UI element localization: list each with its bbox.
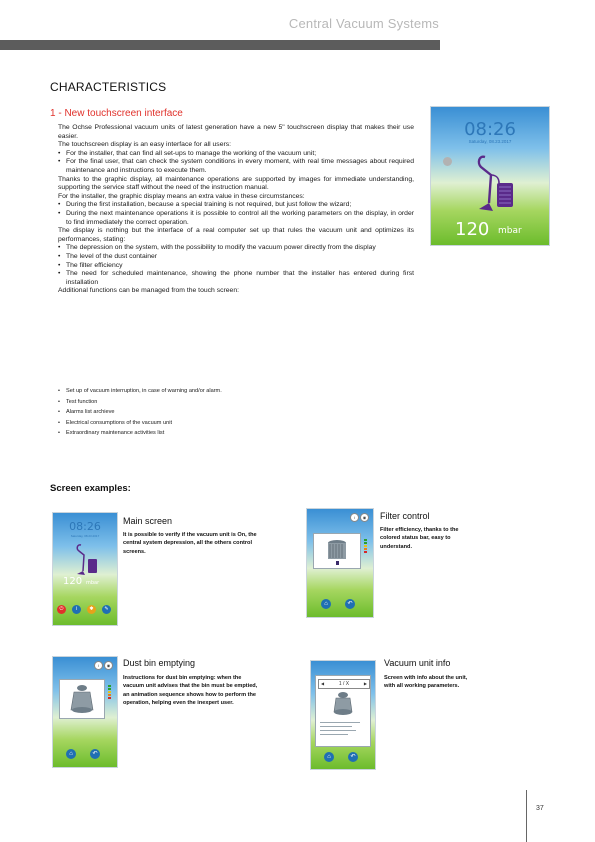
vacuum-unit: mbar: [498, 226, 522, 236]
list-item: • Set up of vacuum interruption, in case of warning and/or alarm.: [58, 386, 358, 397]
info-icon: i: [94, 661, 103, 670]
section-subtitle: 1 - New touchscreen interface: [50, 108, 183, 119]
list-item: • The depression on the system, with the possibility to modify the vacuum power directly from the display: [58, 244, 414, 253]
on-badge-icon: [443, 157, 452, 166]
back-button-icon: ↶: [90, 749, 100, 759]
filter-panel: [313, 533, 361, 569]
filter-title: Filter control: [380, 511, 430, 521]
list-item: • Alarms list archieve: [58, 407, 358, 418]
info-button-icon: i: [72, 605, 81, 614]
list-item: • Test function: [58, 397, 358, 408]
vacuum-unit-icon: [330, 690, 356, 718]
header-title: Central Vacuum Systems: [288, 16, 439, 31]
hero-screen-image: [430, 106, 550, 246]
vacuum-value: 120: [63, 576, 83, 587]
clock-date: Saturday, 08.23.2017: [70, 534, 100, 538]
section-title: CHARACTERISTICS: [50, 80, 167, 94]
info-lines: [320, 722, 360, 735]
main-screen-title: Main screen: [123, 516, 173, 526]
status-icon: ◉: [104, 661, 113, 670]
list-item: • For the final user, that can check the system conditions in every moment, with real time messages about required maintenance and instructions to execute them.: [58, 158, 414, 175]
functions-list: [58, 386, 358, 439]
unit-info-desc: Screen with info about the unit, with all working parameters.: [384, 675, 468, 690]
home-button-icon: ⌂: [321, 599, 331, 609]
paragraph: The display is nothing but the interface of a real computer set up that rules the vacuum unit and optimizes its performances, stating:: [58, 227, 414, 243]
paragraph: The Ochse Professional vacuum units of latest generation have a new 5" touchscreen display that makes their use easier.: [58, 124, 414, 140]
clock-date: Saturday, 08.23.2017: [468, 139, 512, 144]
list-item: • Electrical consumptions of the vacuum unit: [58, 418, 358, 429]
filter-desc: Filter efficiency, thanks to the colored status bar, easy to understand.: [380, 527, 459, 550]
list-item: • Extraordinary maintenance activities list: [58, 428, 358, 439]
list-item: • The filter efficiency: [58, 262, 414, 271]
circumstances-list: [58, 201, 414, 227]
list-item: • For the installer, that can find all set-ups to manage the working of the vacuum unit;: [58, 150, 414, 159]
status-icon: ◉: [360, 513, 369, 522]
unit-info-title: Vacuum unit info: [384, 658, 451, 668]
unit-info-screen-image: [310, 660, 376, 770]
dust-bin-title: Dust bin emptying: [123, 658, 196, 668]
paragraph: Thanks to the graphic display, all maintenance operations are supported by images for immediate understanding, supporting the service staff without the need of the instruction manual.: [58, 175, 414, 192]
home-button-icon: ⌂: [324, 752, 334, 762]
body-text: [58, 124, 414, 296]
vacuum-cleaner-icon: [471, 149, 521, 215]
page-divider: [526, 790, 527, 842]
clock-time: 08:26: [69, 520, 101, 533]
main-screen-image: [52, 512, 118, 626]
vacuum-unit: mbar: [86, 580, 100, 586]
main-screen-desc: It is possible to verify if the vacuum unit is On, the central system depression, all the others control screens.: [123, 532, 257, 555]
users-list: [58, 150, 414, 176]
back-button-icon: ↶: [345, 599, 355, 609]
filter-icon: [314, 534, 360, 568]
pager-bar: [318, 679, 370, 689]
page-number: 37: [536, 805, 544, 812]
dust-status-bar: [108, 685, 111, 700]
settings-button-icon: ✱: [87, 605, 96, 614]
paragraph: For the installer, the graphic display means an extra value in these circumstances:: [58, 192, 305, 200]
list-item: • During the first installation, because a special training is not required, but just follow the wizard;: [58, 201, 414, 210]
dust-bin-desc: Instructions for dust bin emptying: when the vacuum unit advises that the bin must be emptied, an animation sequence shows how to perform the operation, helping even the inexpert user.: [123, 675, 258, 707]
paragraph: The touchscreen display is an easy interface for all users:: [58, 141, 232, 149]
prev-arrow-icon: ◀: [321, 681, 325, 686]
paragraph: Additional functions can be managed from the touch screen:: [58, 287, 239, 295]
home-button-icon: ⌂: [66, 749, 76, 759]
list-item: • During the next maintenance operations it is possible to control all the working parameters on the display, in order to find immediately the correct operation.: [58, 210, 414, 227]
list-item: • The need for scheduled maintenance, showing the phone number that the installer has entered during first installation: [58, 270, 414, 287]
tools-button-icon: ✎: [102, 605, 111, 614]
back-button-icon: ↶: [348, 752, 358, 762]
filter-status-bar: [364, 539, 367, 554]
pager-label: 1 / X: [338, 681, 350, 687]
next-arrow-icon: ▶: [363, 681, 367, 686]
filter-screen-image: [306, 508, 374, 618]
examples-title: Screen examples:: [50, 483, 131, 494]
header-bar: [0, 40, 440, 50]
dust-bin-screen-image: [52, 656, 118, 768]
list-item: • The level of the dust container: [58, 253, 414, 262]
performances-list: [58, 244, 414, 287]
clock-time: 08:26: [464, 119, 516, 140]
dust-bin-icon: [60, 680, 104, 718]
vacuum-cleaner-icon: [73, 541, 101, 577]
info-panel: [315, 675, 371, 747]
vacuum-value: 120: [455, 219, 490, 240]
dust-bin-panel: [59, 679, 105, 719]
info-icon: i: [350, 513, 359, 522]
power-button-icon: ⏻: [57, 605, 66, 614]
